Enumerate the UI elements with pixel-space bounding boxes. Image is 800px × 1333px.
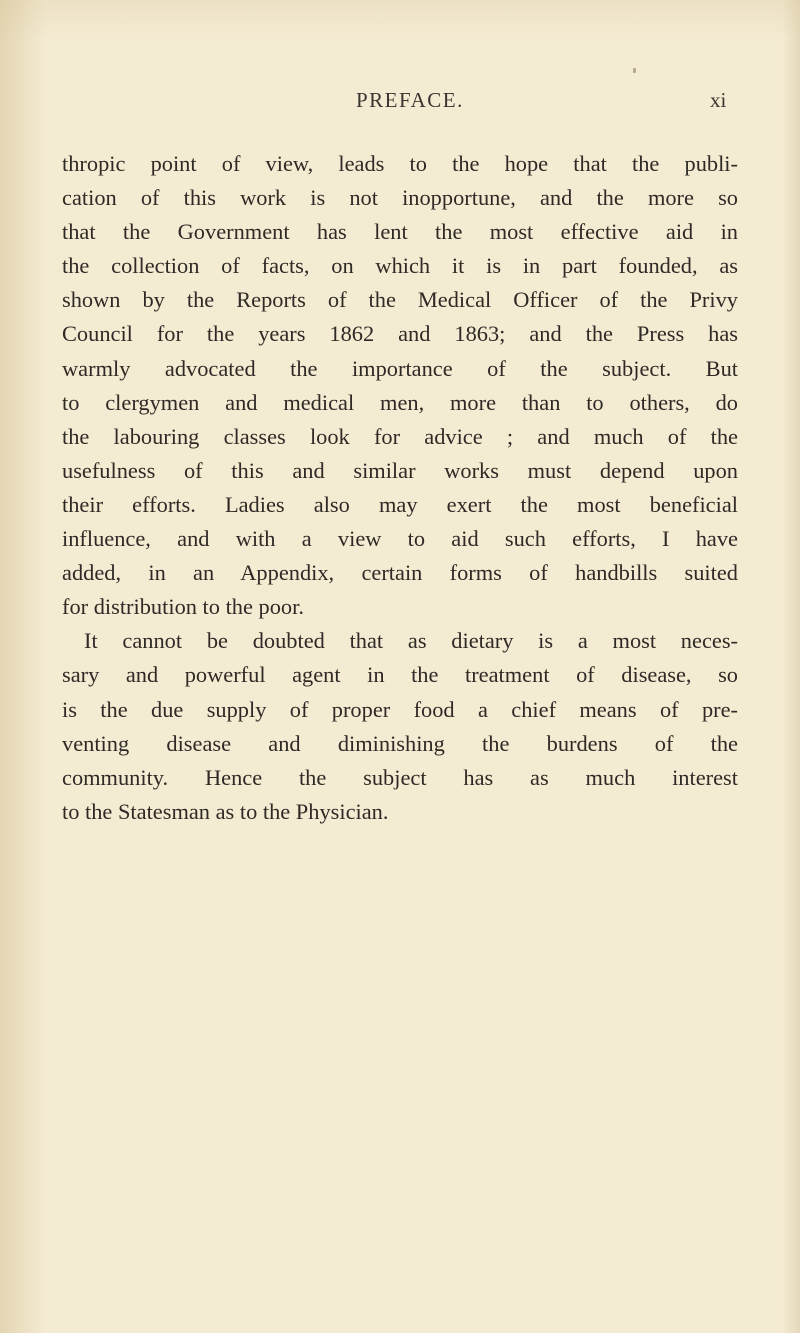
page-header [0,88,800,128]
text-line: the collection of facts, on which it is in part founded, as [62,253,738,279]
text-line: community. Hence the subject has as much interest [62,764,738,790]
text-line: to the Statesman as to the Physician. [62,798,389,824]
text-line: the labouring classes look for advice ; and much of the [62,423,738,449]
text-line: sary and powerful agent in the treatment of disease, so [62,662,738,688]
page-number: xi [710,88,727,112]
text-line: shown by the Reports of the Medical Officer of the Privy [62,287,738,313]
text-line: cation of this work is not inopportune, and the more so [62,185,738,211]
body-text [62,147,738,829]
text-line: warmly advocated the importance of the subject. But [62,355,738,381]
text-line: their efforts. Ladies also may exert the most beneficial [62,491,738,517]
text-line: influence, and with a view to aid such efforts, I have [62,526,738,552]
text-line: to clergymen and medical men, more than to others, do [62,389,738,415]
text-line: that the Government has lent the most effective aid in [62,219,738,245]
text-line: Council for the years 1862 and 1863; and the Press has [62,321,738,347]
paragraph [62,147,738,624]
paper-speck [633,68,636,73]
text-line: usefulness of this and similar works must depend upon [62,457,738,483]
text-line: added, in an Appendix, certain forms of handbills suited [62,560,738,586]
text-line: thropic point of view, leads to the hope that the publi- [62,151,738,176]
text-line: for distribution to the poor. [62,594,304,620]
text-line: venting disease and diminishing the burdens of the [62,730,738,756]
text-line: is the due supply of proper food a chief means of pre- [62,696,738,722]
text-line: It cannot be doubted that as dietary is a most neces- [84,628,738,654]
paragraph [62,624,738,829]
running-title: PREFACE. [356,88,464,112]
